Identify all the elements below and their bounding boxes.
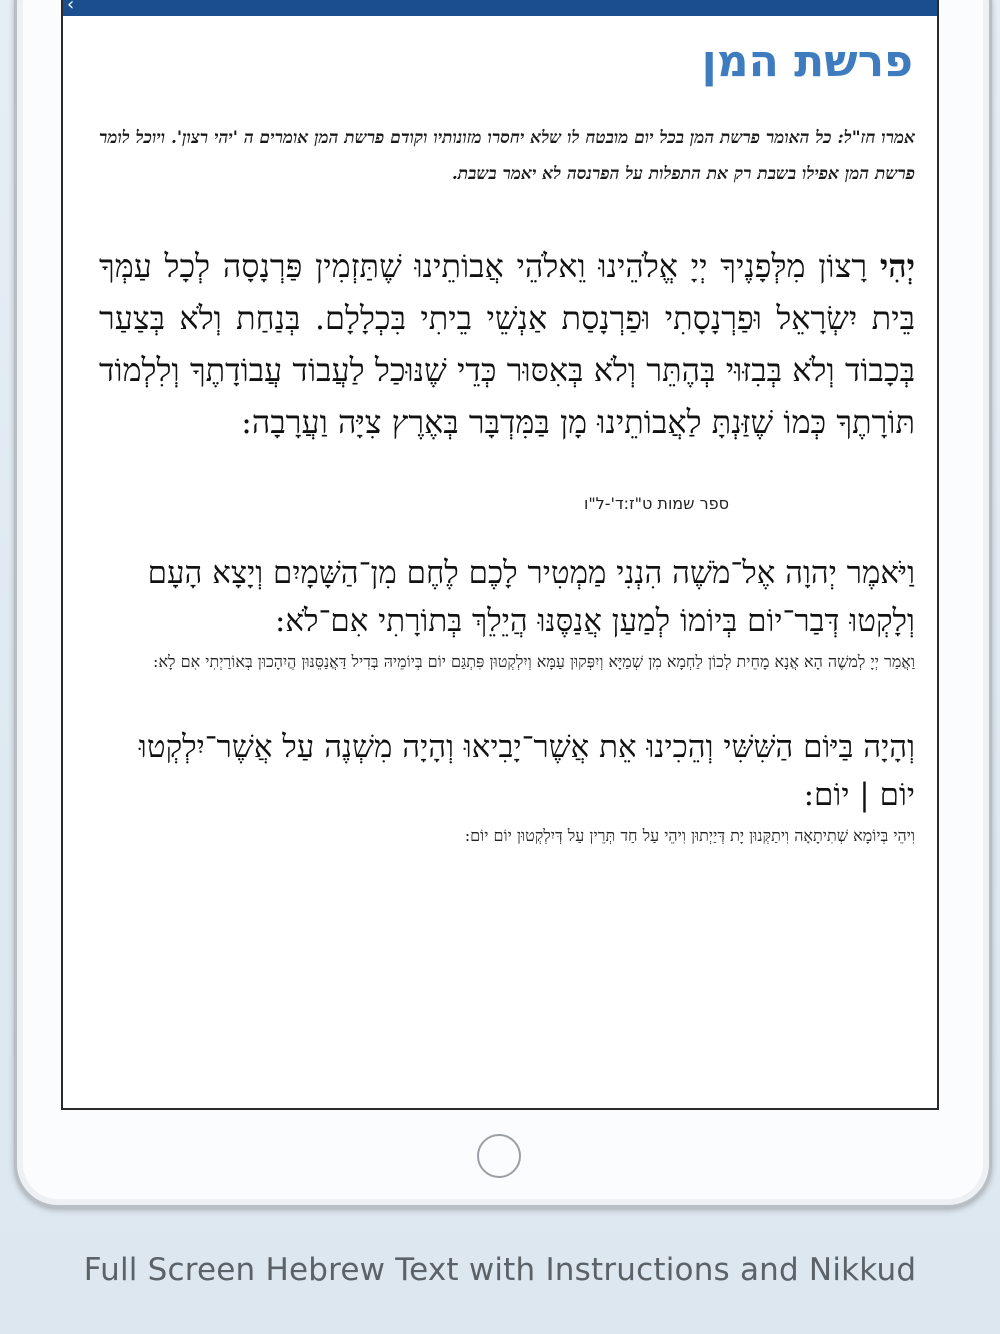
navigation-bar	[63, 0, 937, 16]
page-title: פרשת המן	[701, 36, 913, 87]
chevron-left-icon[interactable]: ‹	[67, 0, 75, 15]
promo-caption: Full Screen Hebrew Text with Instructions and Nikkud	[83, 1252, 917, 1288]
verse-1: וַיֹּאמֶר יְהוָה אֶל־מֹשֶׁה הִנְנִי מַמְטִיר לָכֶם לֶחֶם מִן־הַשָּׁמָיִם וְיָצָא הָעָם וְלָקְטוּ דְּבַר־יוֹם בְּיוֹמוֹ לְמַעַן אֲנַסֶּנּוּ הֲיֵלֵךְ בְּתוֹרָתִי אִם־לֹא:	[147, 555, 915, 639]
reading-content	[63, 16, 937, 1108]
prayer-body: רָצוֹן מִלְּפָנֶיךָ יְיָ אֱלֹהֵינוּ וֵאלֹהֵי אֲבוֹתֵינוּ שֶׁתַּזְמִין פַּרְנָסָה לְכָל עַמְּךָ בֵּית יִשְׂרָאֵל וּפַרְנָסָתִי וּפַרְנָסַת אַנְשֵׁי בֵיתִי בִּכְלָלָם. בְּנַחַת וְלֹא בְּצַעַר בְּכָבוֹד וְלֹא בְּבִזּוּי בְּהֶתֵּר וְלֹא בְּאִסּוּר כְּדֵי שֶׁנּוּכַל לַעֲבוֹד עֲבוֹדָתֶךָ וְלִלְמוֹד תּוֹרָתֶךָ כְּמוֹ שֶׁזַּנְתָּ לַאֲבוֹתֵינוּ מָן בַּמִּדְבָּר בְּאֶרֶץ צִיָּה וַעֲרָבָה:	[99, 247, 916, 441]
verse-2: וְהָיָה בַּיּוֹם הַשִּׁשִּׁי וְהֵכִינוּ אֵת אֲשֶׁר־יָבִיאוּ וְהָיָה מִשְׁנֶה עַל אֲשֶׁר־יִלְקְטוּ יוֹם | יוֹם:	[138, 729, 915, 813]
targum-1: וַאֲמַר יְיָ לְמשֶׁה הָא אֲנָא מָחֵית לְכוֹן לַחְמָא מִן שְׁמַיָּא וְיִפְּקוּן עַמָּא וְיִלְקְטוּן פִּתְגַּם יוֹם בְּיוֹמֵיהּ בְּדִיל דַּאֲנַסֵּנּוּן הֲיִהָכוּן בְּאוֹרַיְתִי אִם לָא:	[153, 652, 915, 671]
instructions-text: אמרו חז"ל: כל האומר פרשת המן בכל יום מובטח לו שלא יחסרו מזונותיו וקודם פרשת המן אומרים ה 'יהי רצון'. ויוכל לומר פרשת המן אפילו בשבת רק את התפלות על הפרנסה לא יאמר בשבת.	[99, 128, 915, 184]
yehi-ratzon-prayer	[99, 240, 915, 448]
prayer-first-word: יְהִי	[879, 247, 916, 285]
source-reference: ספר שמות ט"ז:ד'-ל"ו	[583, 494, 729, 513]
home-button-icon[interactable]	[477, 1134, 521, 1178]
app-screen	[61, 0, 939, 1110]
targum-2: וִיהֵי בְּיוֹמָא שְׁתִיתָאָה וִיתַקְּנוּן יָת דְּיַיְתוּן וִיהֵי עַל חַד תְּרֵין עַל דְּיִלְקְטוּן יוֹם יוֹם:	[464, 826, 915, 845]
